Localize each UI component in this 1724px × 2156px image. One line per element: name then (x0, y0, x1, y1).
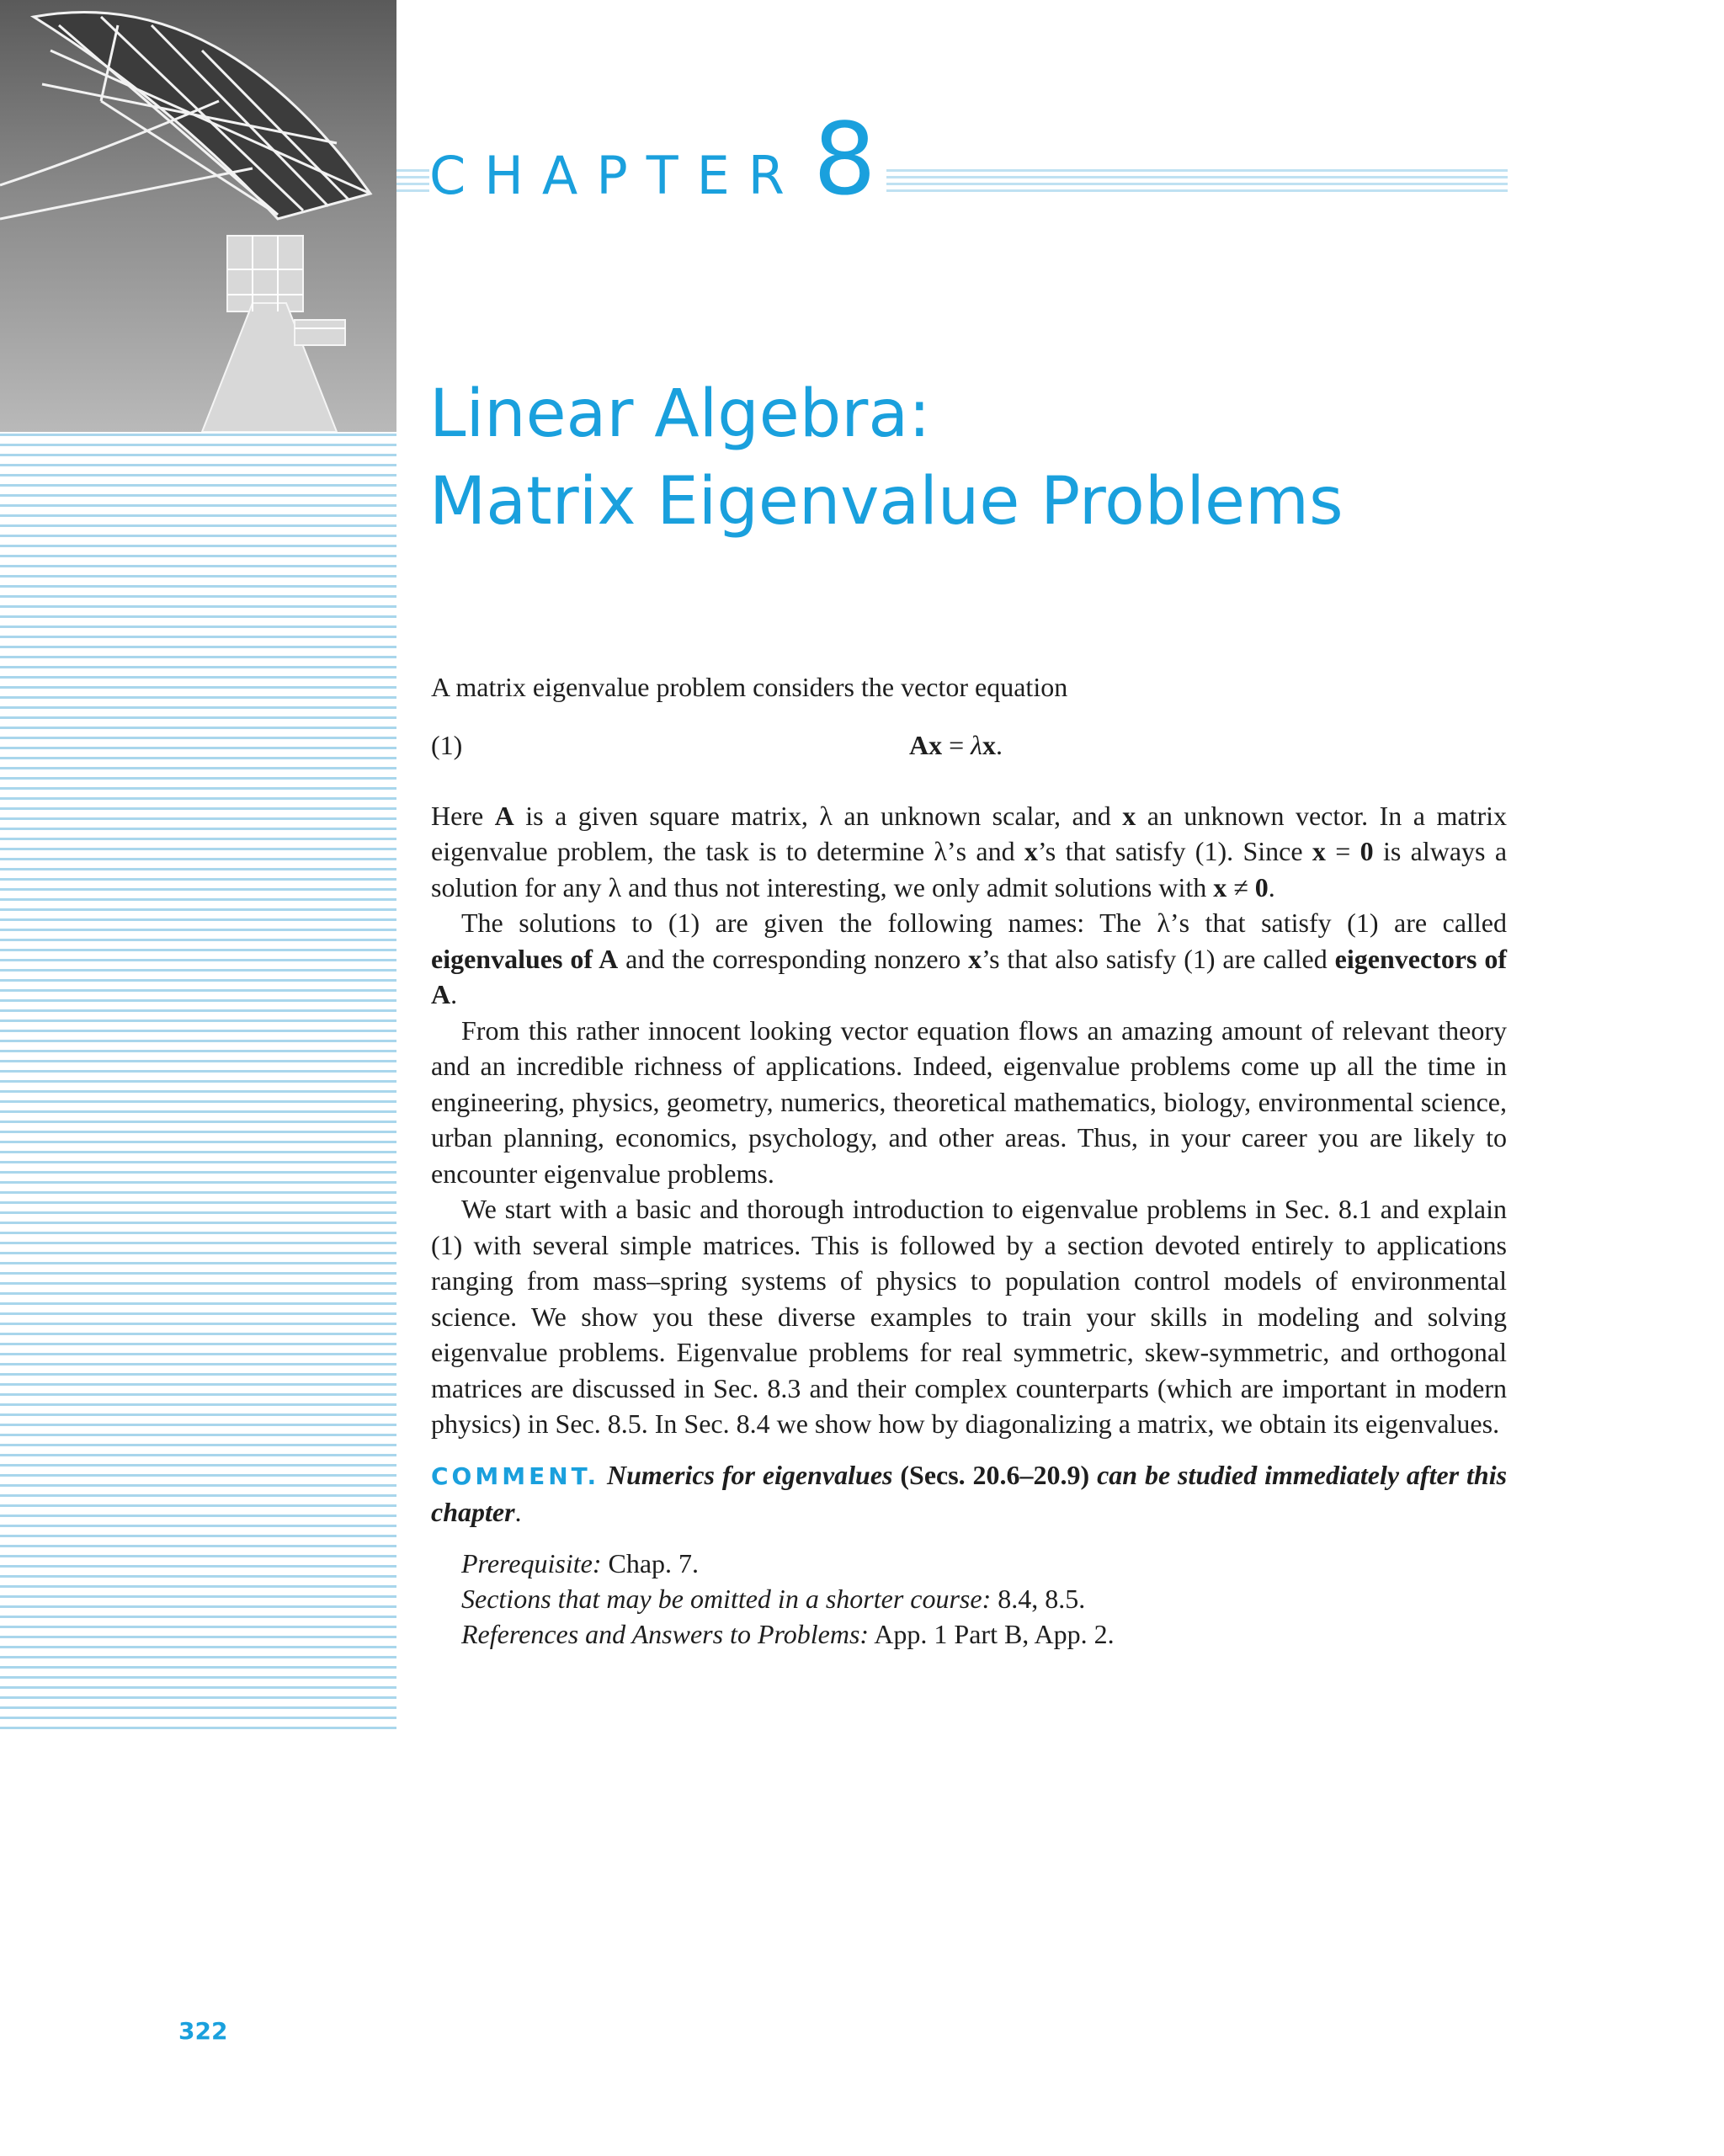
chapter-number: 8 (810, 109, 886, 209)
chapter-title-line-1: Linear Algebra: (429, 376, 931, 452)
comment-block: COMMENT. Numerics for eigenvalues (Secs. 20.6–20.9) can be studied immediately after this chapter. (431, 1459, 1508, 1527)
paragraph-definition: Here A is a given square matrix, λ an unknown scalar, and x an unknown vector. In a matrix eigenvalue problem, the task is to determine λ’s and x’s that satisfy (1). Since x = 0 is always a solution for any λ and thus not interesting, we only admit solutions with x ≠ 0. (431, 800, 1508, 902)
chapter-intro-text (431, 669, 1507, 1652)
paragraph-names: The solutions to (1) are given the following names: The λ’s that satisfy (1) are called eigenvalues of A and the corresponding nonzero x’s that also satisfy (1) are called eigenvectors of A. (431, 908, 1508, 1009)
equation-number: (1) (431, 729, 463, 760)
decorative-left-stripes (0, 434, 396, 1737)
comment-label: COMMENT. (431, 1461, 600, 1490)
note-omittable-sections: Sections that may be omitted in a shorter course: 8.4, 8.5. (461, 1583, 1086, 1614)
radio-telescope-photo (0, 0, 396, 432)
page-number: 322 (178, 2017, 228, 2045)
paragraph-overview: We start with a basic and thorough introduction to eigenvalue problems in Sec. 8.1 and explain (1) with several simple matrices. This is followed by a section devoted entirely to applications ranging from mass–spring systems of physics to population control models of environmental science. We show you these diverse examples to train your skills in modeling and solving eigenvalue problems. Eigenvalue problems for real symmetric, skew-symmetric, and orthogonal matrices are discussed in Sec. 8.3 and their complex counterparts (which are important in modern physics) in Sec. 8.5. In Sec. 8.4 we show how by diagonalizing a matrix, we obtain its eigenvalues. (431, 1194, 1507, 1439)
chapter-title (429, 370, 1344, 546)
paragraph-applications: From this rather innocent looking vector equation flows an amazing amount of relevant theory and an incredible richness of applications. Indeed, eigenvalue problems come up all the time in engineering, physics, geometry, numerics, theoretical mathematics, biology, environmental science, urban planning, economics, psychology, and other areas. Thus, in your career you are likely to encounter eigenvalue problems. (431, 1014, 1507, 1189)
note-prerequisite: Prerequisite: Chap. 7. (461, 1547, 700, 1578)
chapter-title-line-2: Matrix Eigenvalue Problems (429, 464, 1344, 540)
equation-body: Ax = λx. (909, 729, 1003, 760)
intro-sentence: A matrix eigenvalue problem considers the vector equation (431, 672, 1068, 702)
equation-1 (431, 727, 1507, 763)
chapter-word: CHAPTER (429, 145, 810, 206)
note-references: References and Answers to Problems: App. 1 Part B, App. 2. (461, 1618, 1115, 1649)
chapter-heading (429, 101, 886, 217)
course-notes (431, 1546, 1507, 1652)
